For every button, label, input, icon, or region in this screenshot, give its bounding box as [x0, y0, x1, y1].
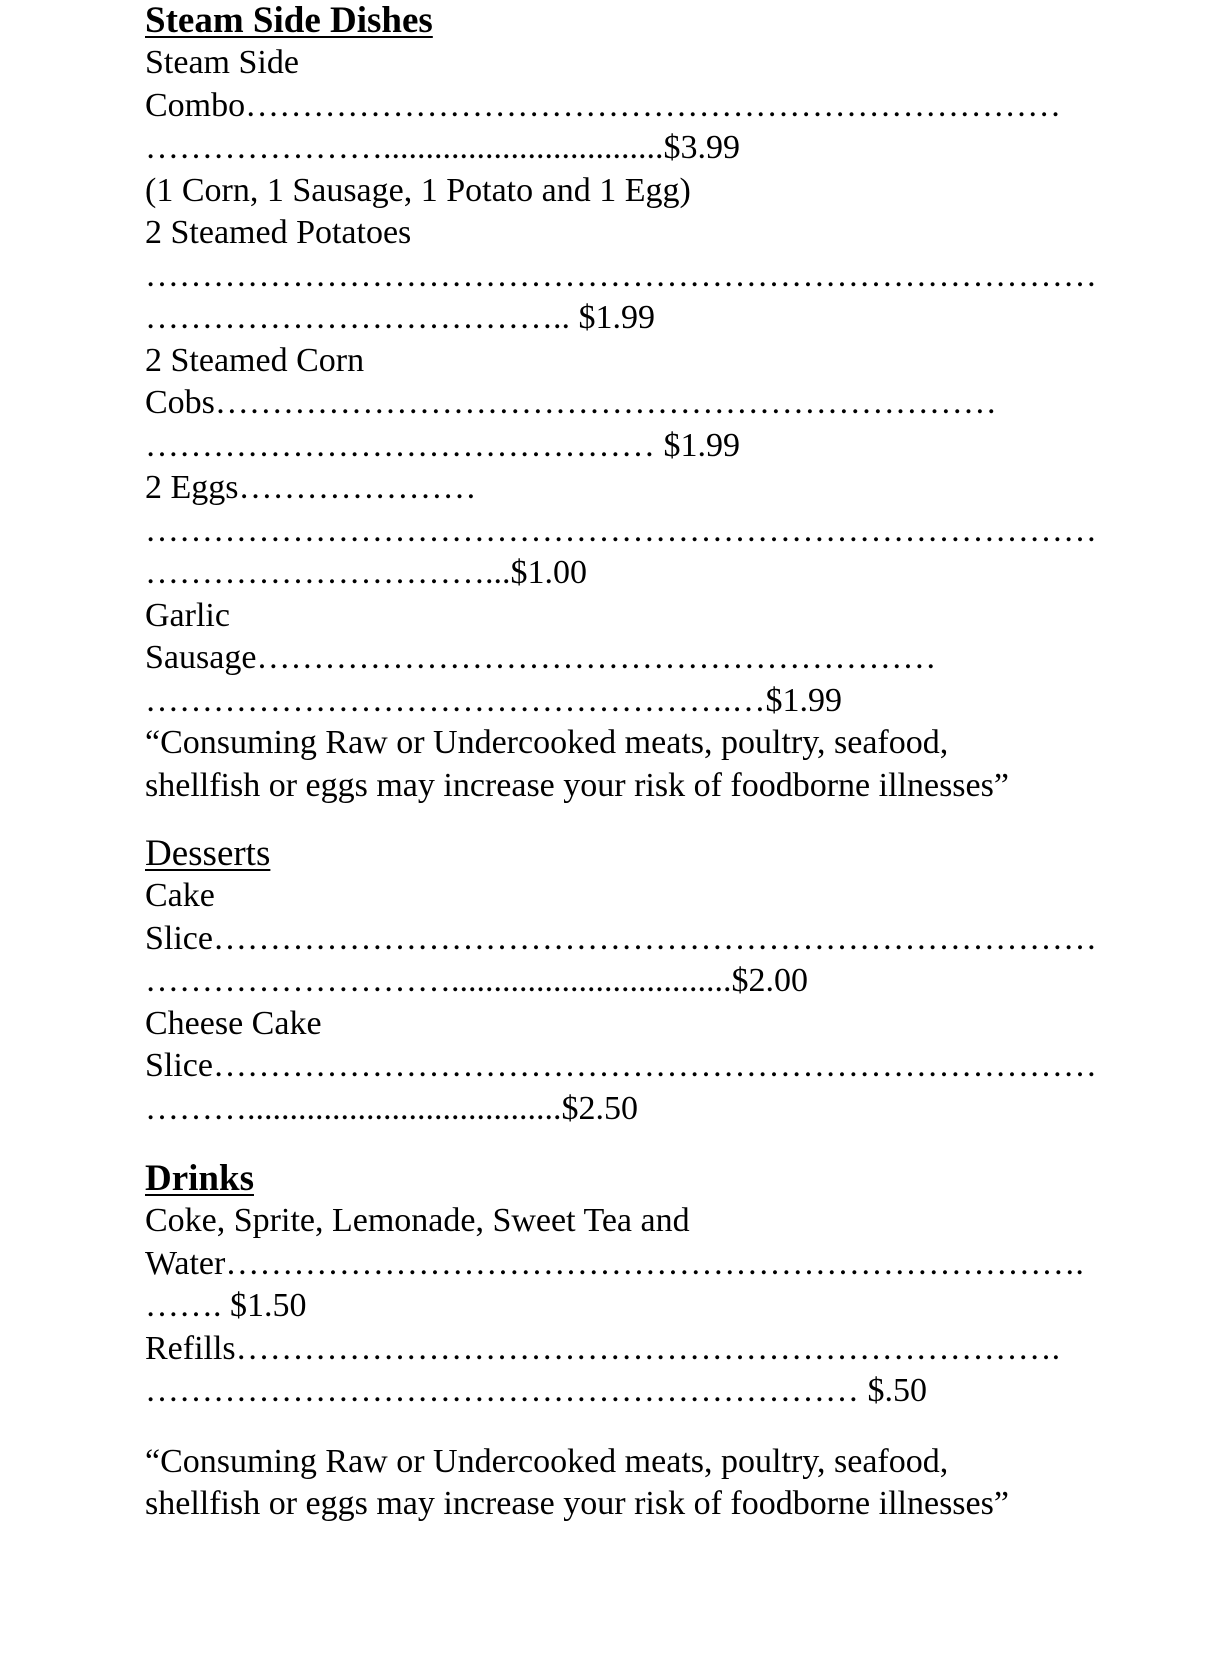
menu-item-dots: Sausage……………………………………………………	[145, 639, 937, 676]
drinks-section	[145, 1158, 1145, 1526]
menu-item-price: ……………………………………………………… $.50	[145, 1372, 927, 1409]
menu-item-dots: Cobs……………………………………………………………	[145, 384, 997, 421]
menu-item-price: ……. $1.50	[145, 1287, 307, 1324]
disclaimer-text: “Consuming Raw or Undercooked meats, poultry, seafood,	[145, 1442, 949, 1480]
menu-item-dots: …………………………………………………………………………	[145, 511, 1097, 549]
steam-side-dishes-section	[145, 0, 1145, 807]
menu-item-price: ………………….................................$3.99	[145, 129, 740, 166]
spacer	[145, 807, 1145, 833]
menu-item-price: ……………………………………… $1.99	[145, 426, 740, 464]
disclaimer-text: shellfish or eggs may increase your risk of foodborne illnesses”	[145, 766, 1009, 804]
menu-item-name: Cake	[145, 877, 215, 914]
menu-item-price: …………………………...$1.00	[145, 554, 587, 591]
menu-item-description: (1 Corn, 1 Sausage, 1 Potato and 1 Egg)	[145, 171, 691, 209]
spacer	[145, 1130, 1145, 1158]
menu-item-price: ……….....................................$2.50	[145, 1089, 638, 1127]
menu-item-dots: Slice……………………………………………………………………	[145, 1047, 1097, 1084]
menu-page	[145, 0, 1145, 1526]
disclaimer-text: “Consuming Raw or Undercooked meats, poultry, seafood,	[145, 724, 949, 761]
section-heading-steam-side-dishes: Steam Side Dishes	[145, 0, 433, 41]
menu-item-price: ……………………….................................$2.00	[145, 962, 808, 999]
menu-item-dots: Combo………………………………………………………………	[145, 86, 1062, 124]
menu-item-name: 2 Steamed Potatoes	[145, 214, 412, 251]
menu-item-price: …………………………………………….…$1.99	[145, 681, 842, 719]
section-heading-desserts: Desserts	[145, 833, 271, 874]
menu-item-name: 2 Steamed Corn	[145, 341, 365, 379]
menu-item-dots: …………………………………………………………………………	[145, 256, 1097, 294]
menu-item-name: Coke, Sprite, Lemonade, Sweet Tea and	[145, 1202, 690, 1239]
spacer	[145, 1413, 1145, 1441]
disclaimer-text: shellfish or eggs may increase your risk of foodborne illnesses”	[145, 1485, 1009, 1522]
menu-item-dots: Slice……………………………………………………………………	[145, 919, 1097, 957]
menu-item-dots: Refills……………………………………………………………….	[145, 1329, 1061, 1367]
menu-item-price: ……………………………….. $1.99	[145, 299, 655, 336]
desserts-section	[145, 833, 1145, 1130]
section-heading-drinks: Drinks	[145, 1158, 254, 1199]
menu-item-name: Garlic	[145, 596, 230, 634]
menu-item-name: 2 Eggs…………………	[145, 469, 477, 506]
menu-item-dots: Water………………………………………………………………….	[145, 1244, 1084, 1282]
menu-item-name: Cheese Cake	[145, 1004, 322, 1042]
menu-item-name: Steam Side	[145, 44, 299, 81]
